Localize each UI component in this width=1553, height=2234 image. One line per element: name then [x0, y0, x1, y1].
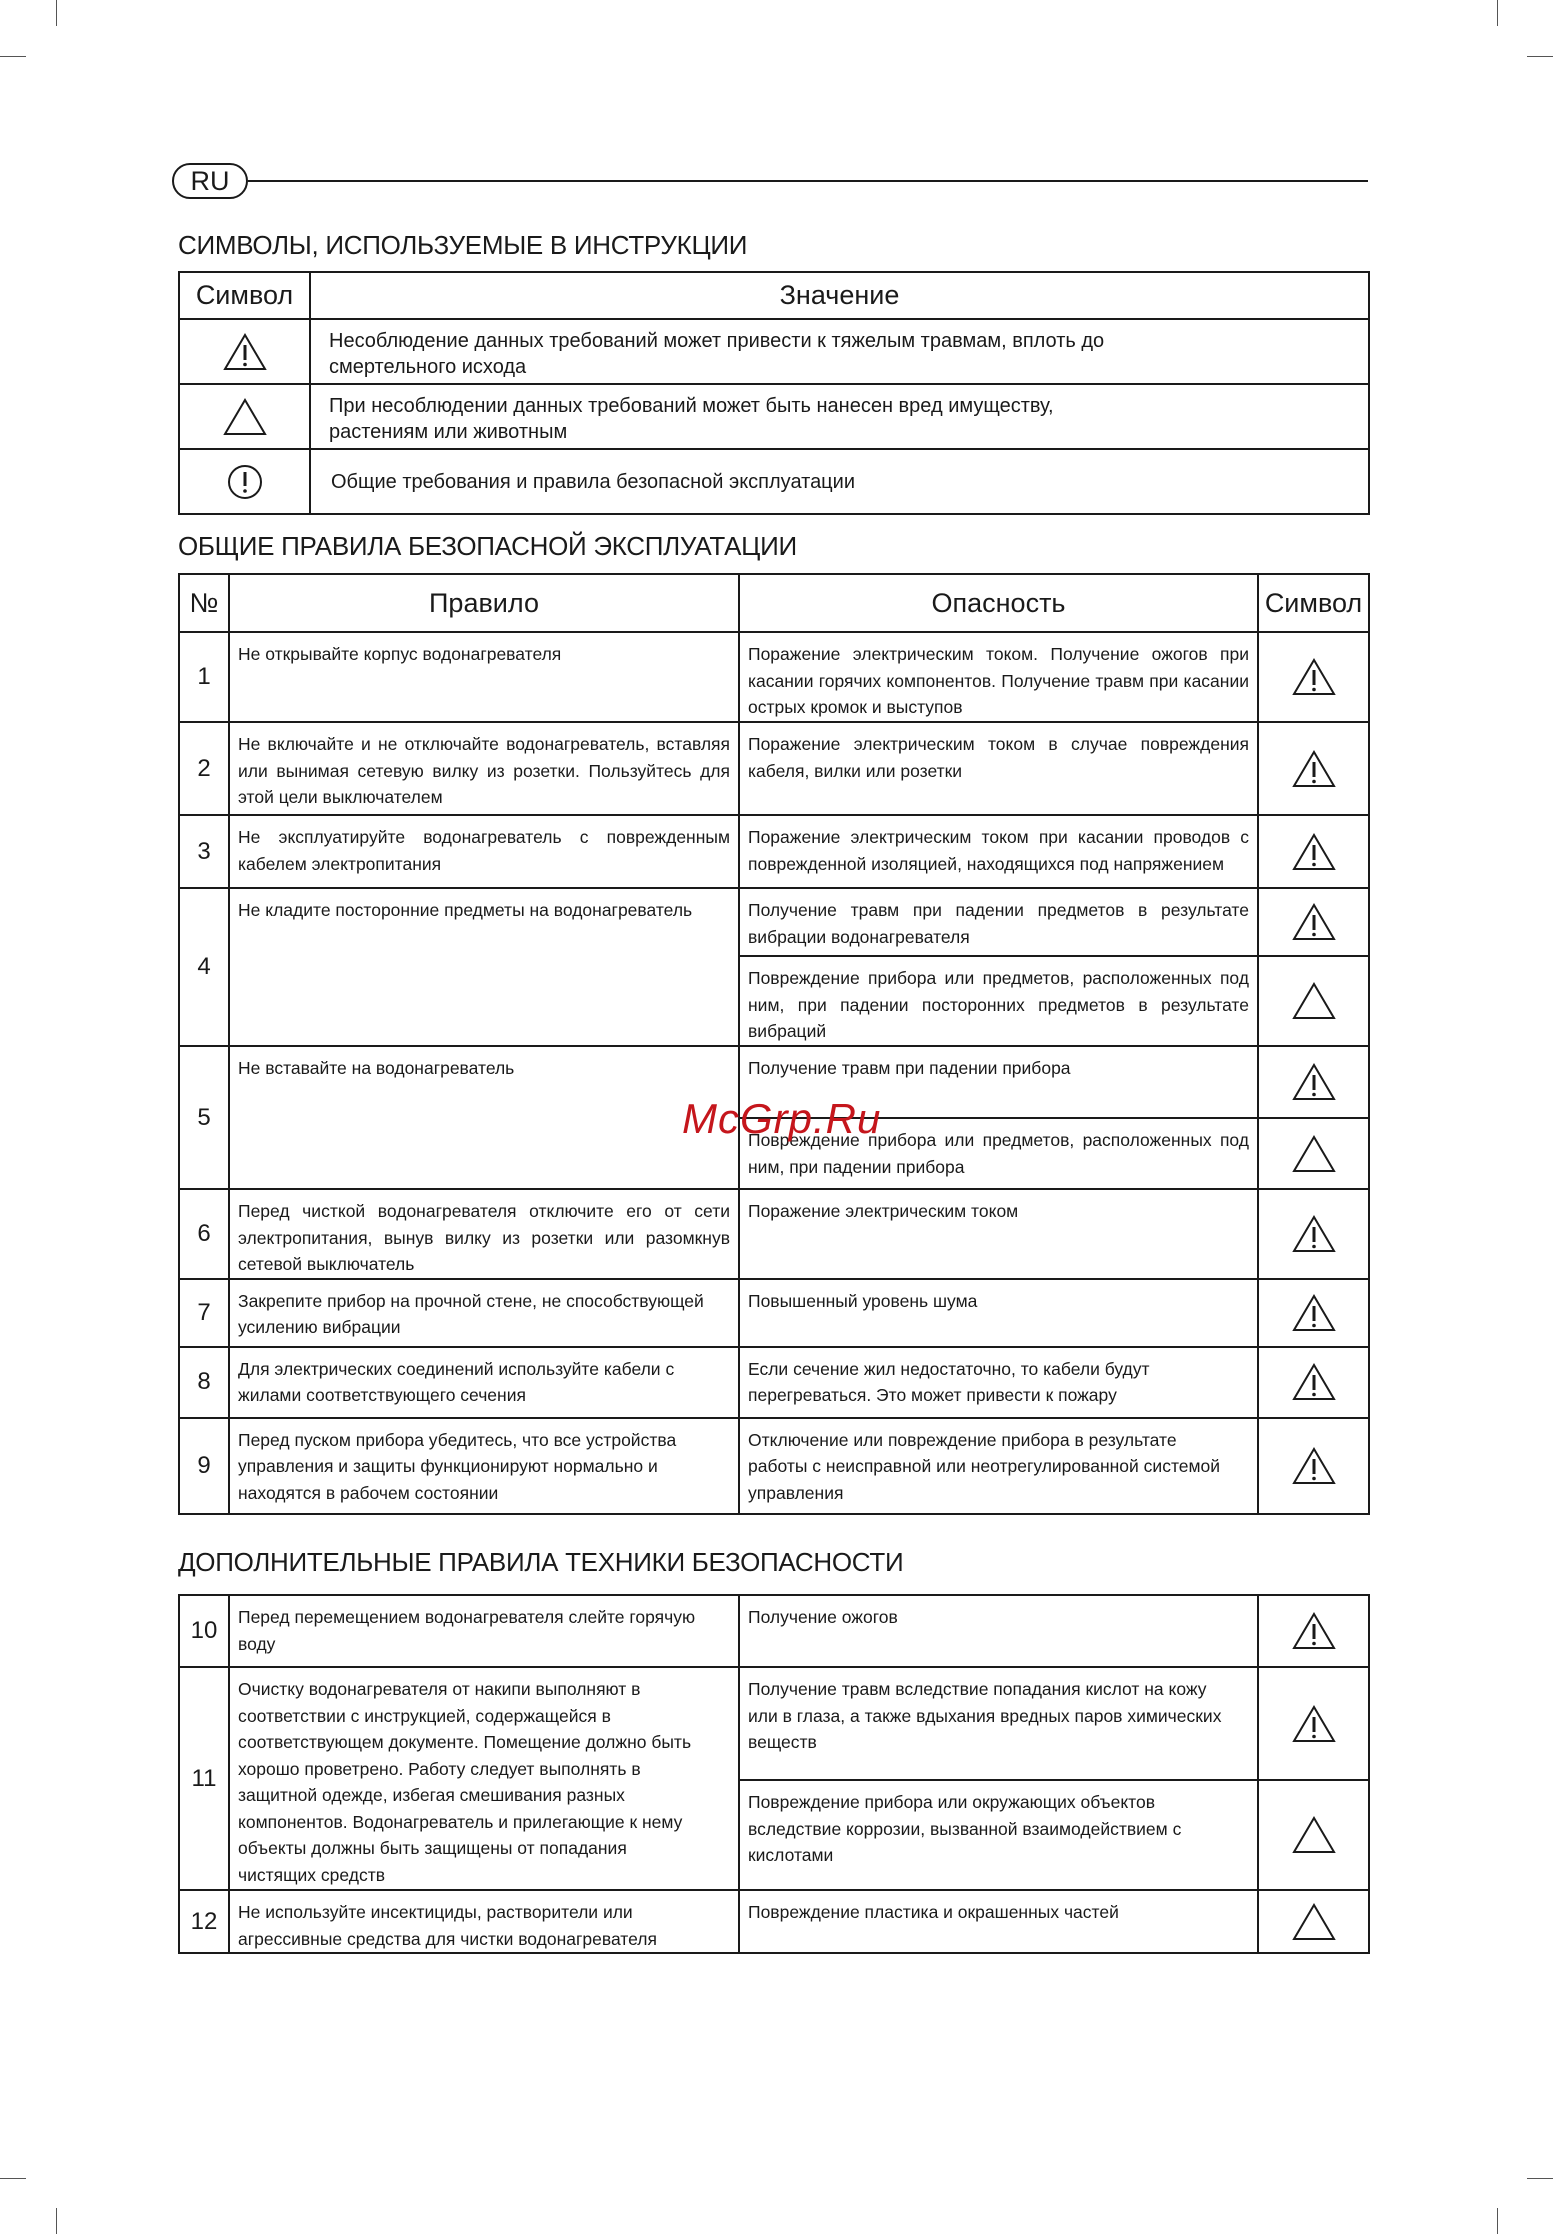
- warning-icon: [1292, 668, 1336, 685]
- col-header-rule: Правило: [229, 574, 739, 632]
- danger-text: Поражение электрическим током при касании проводов с поврежденной изоляцией, находящихся под напряжением: [748, 827, 1249, 874]
- symbol-cell: [1258, 1667, 1369, 1780]
- danger-text: Получение ожогов: [748, 1607, 898, 1627]
- col-header-danger: Опасность: [739, 574, 1258, 632]
- rule-text: Перед пуском прибора убедитесь, что все устройства управления и защиты функционируют нормально и находятся в рабочем состоянии: [238, 1429, 677, 1503]
- rule-text: Для электрических соединений используйте кабели с жилами соответствующего сечения: [238, 1358, 675, 1405]
- danger-cell: [739, 1780, 1258, 1890]
- danger-text: Повреждение прибора или окружающих объектов вследствие коррозии, вызванной взаимодействием с кислотами: [748, 1792, 1182, 1865]
- caution-triangle-icon: [1292, 1145, 1336, 1162]
- danger-text: Получение травм при падении предметов в результате вибрации водонагревателя: [748, 900, 1249, 947]
- rule-text: Очистку водонагревателя от накипи выполняют в соответствии с инструкцией, содержащейся в соответствующем документе. Помещение должно быть хорошо проветрено. Работу следует выполнять в защитной одежде, избегая смешивания разных компонентов. Водонагреватель и прилегающие к нему объекты должны быть защищены от попадания чистящих средств: [238, 1679, 692, 1885]
- danger-text: Получение травм при падении прибора: [748, 1058, 1071, 1078]
- watermark: McGrp.Ru: [682, 1095, 882, 1142]
- table-row: [179, 1347, 1369, 1418]
- crop-mark: [56, 2208, 57, 2234]
- danger-text: Поражение электрическим током: [748, 1201, 1019, 1221]
- row-number: 11: [179, 1667, 229, 1890]
- warning-icon: [223, 343, 267, 360]
- meaning-cell: Несоблюдение данных требований может привести к тяжелым травмам, вплоть до смертельного исхода: [310, 319, 1369, 384]
- rule-cell: [229, 1046, 739, 1189]
- danger-text: Повреждение прибора или предметов, расположенных под ним, при падении прибора: [748, 1130, 1249, 1177]
- symbol-cell: [179, 319, 310, 384]
- row-number: 7: [179, 1279, 229, 1347]
- danger-text: Отключение или повреждение прибора в результате работы с неисправной или неотрегулированной системой управления: [748, 1429, 1221, 1503]
- table-row: [179, 815, 1369, 888]
- crop-mark: [1527, 2178, 1553, 2179]
- row-number: 6: [179, 1189, 229, 1279]
- row-number: 5: [179, 1046, 229, 1189]
- crop-mark: [1527, 56, 1553, 57]
- warning-icon: [1292, 1373, 1336, 1390]
- symbol-cell: [1258, 1890, 1369, 1953]
- danger-cell: [739, 1418, 1258, 1514]
- table-row: [179, 722, 1369, 815]
- symbol-cell: [179, 384, 310, 449]
- section-title-symbols: СИМВОЛЫ, ИСПОЛЬЗУЕМЫЕ В ИНСТРУКЦИИ: [178, 230, 748, 260]
- danger-text: Повреждение пластика и окрашенных частей: [748, 1902, 1119, 1922]
- symbol-cell: [1258, 1780, 1369, 1890]
- exclamation-circle-icon: [226, 473, 264, 490]
- symbol-cell: [1258, 815, 1369, 888]
- danger-cell: [739, 1595, 1258, 1667]
- table-row: [179, 888, 1369, 956]
- danger-text: Получение травм вследствие попадания кислот на кожу или в глаза, а также вдыхания вредных паров химических веществ: [748, 1679, 1222, 1752]
- symbol-cell: [1258, 1347, 1369, 1418]
- rule-cell: [229, 1189, 739, 1279]
- crop-mark: [56, 0, 57, 26]
- rule-text: Не используйте инсектициды, растворители или агрессивные средства для чистки водонагревателя: [238, 1902, 657, 1949]
- language-badge: RU: [172, 163, 248, 199]
- warning-icon: [1292, 913, 1336, 930]
- warning-icon: [1292, 1622, 1336, 1639]
- row-number: 2: [179, 722, 229, 815]
- warning-icon: [1292, 1304, 1336, 1321]
- row-number: 8: [179, 1347, 229, 1418]
- rule-text: Не открывайте корпус водонагревателя: [238, 644, 562, 664]
- table-row: [179, 1418, 1369, 1514]
- rule-text: Не эксплуатируйте водонагреватель с поврежденным кабелем электропитания: [238, 827, 730, 874]
- rule-text: Не включайте и не отключайте водонагреватель, вставляя или вынимая сетевую вилку из розетки. Пользуйтесь для этой цели выключателем: [238, 734, 730, 807]
- danger-cell: [739, 815, 1258, 888]
- crop-mark: [0, 56, 26, 57]
- rule-text: Не кладите посторонние предметы на водонагреватель: [238, 900, 693, 920]
- rule-cell: [229, 815, 739, 888]
- danger-cell: [739, 888, 1258, 956]
- symbol-cell: [1258, 632, 1369, 722]
- danger-cell: [739, 1890, 1258, 1953]
- table-row: [179, 1189, 1369, 1279]
- table-row: [179, 632, 1369, 722]
- row-number: 3: [179, 815, 229, 888]
- symbol-cell: [1258, 1418, 1369, 1514]
- table-row: [179, 1667, 1369, 1780]
- symbol-cell: [1258, 722, 1369, 815]
- additional-rules-table: [178, 1594, 1370, 1954]
- symbols-table: [178, 271, 1370, 515]
- rule-cell: [229, 1418, 739, 1514]
- symbol-cell: [179, 449, 310, 514]
- row-number: 12: [179, 1890, 229, 1953]
- symbol-cell: [1258, 888, 1369, 956]
- rule-text: Закрепите прибор на прочной стене, не способствующей усилению вибрации: [238, 1290, 704, 1337]
- col-header-meaning: Значение: [310, 272, 1369, 319]
- rule-cell: [229, 1890, 739, 1953]
- danger-text: Если сечение жил недостаточно, то кабели будут перегреваться. Это может привести к пожару: [748, 1358, 1150, 1405]
- symbol-cell: [1258, 1595, 1369, 1667]
- caution-triangle-icon: [223, 408, 267, 425]
- col-header-symbol: Символ: [179, 272, 310, 319]
- warning-icon: [1292, 843, 1336, 860]
- header-rule: [248, 180, 1368, 182]
- symbol-cell: [1258, 956, 1369, 1046]
- crop-mark: [1497, 2208, 1498, 2234]
- col-header-number: №: [179, 574, 229, 632]
- rule-text: Перед чисткой водонагревателя отключите его от сети электропитания, вынув вилку из розетки или разомкнув сетевой выключатель: [238, 1201, 730, 1274]
- warning-icon: [1292, 1073, 1336, 1090]
- row-number: 10: [179, 1595, 229, 1667]
- warning-icon: [1292, 1225, 1336, 1242]
- symbol-cell: [1258, 1046, 1369, 1118]
- row-number: 1: [179, 632, 229, 722]
- danger-cell: [739, 722, 1258, 815]
- meaning-cell: Общие требования и правила безопасной эксплуатации: [310, 449, 1369, 514]
- table-row: [179, 1279, 1369, 1347]
- caution-triangle-icon: [1292, 1826, 1336, 1843]
- rule-cell: [229, 1595, 739, 1667]
- danger-cell: [739, 1279, 1258, 1347]
- col-header-symbol: Символ: [1258, 574, 1369, 632]
- rule-text: Не вставайте на водонагреватель: [238, 1058, 515, 1078]
- section-title-general: ОБЩИЕ ПРАВИЛА БЕЗОПАСНОЙ ЭКСПЛУАТАЦИИ: [178, 531, 797, 561]
- rule-cell: [229, 1667, 739, 1890]
- symbol-cell: [1258, 1118, 1369, 1189]
- danger-cell: [739, 1189, 1258, 1279]
- crop-mark: [0, 2178, 26, 2179]
- symbol-cell: [1258, 1279, 1369, 1347]
- row-number: 9: [179, 1418, 229, 1514]
- meaning-cell: При несоблюдении данных требований может быть нанесен вред имуществу, растениям или животным: [310, 384, 1369, 449]
- danger-text: Повреждение прибора или предметов, расположенных под ним, при падении посторонних предметов в результате вибраций: [748, 968, 1249, 1041]
- danger-text: Поражение электрическим током. Получение ожогов при касании горячих компонентов. Получение травм при касании острых кромок и выступов: [748, 644, 1249, 717]
- danger-cell: [739, 956, 1258, 1046]
- rule-cell: [229, 632, 739, 722]
- section-title-additional: ДОПОЛНИТЕЛЬНЫЕ ПРАВИЛА ТЕХНИКИ БЕЗОПАСНОСТИ: [178, 1547, 904, 1577]
- rule-text: Перед перемещением водонагревателя слейте горячую воду: [238, 1607, 696, 1654]
- rule-cell: [229, 1279, 739, 1347]
- caution-triangle-icon: [1292, 1913, 1336, 1930]
- rule-cell: [229, 888, 739, 1046]
- danger-cell: [739, 1347, 1258, 1418]
- warning-icon: [1292, 1715, 1336, 1732]
- table-row: [179, 1890, 1369, 1953]
- row-number: 4: [179, 888, 229, 1046]
- caution-triangle-icon: [1292, 992, 1336, 1009]
- rule-cell: [229, 1347, 739, 1418]
- crop-mark: [1497, 0, 1498, 26]
- warning-icon: [1292, 760, 1336, 777]
- danger-text: Повышенный уровень шума: [748, 1290, 978, 1311]
- warning-icon: [1292, 1457, 1336, 1474]
- table-row: [179, 1595, 1369, 1667]
- symbol-cell: [1258, 1189, 1369, 1279]
- rule-cell: [229, 722, 739, 815]
- danger-cell: [739, 632, 1258, 722]
- danger-text: Поражение электрическим током в случае повреждения кабеля, вилки или розетки: [748, 734, 1249, 781]
- general-rules-table: [178, 573, 1370, 1515]
- danger-cell: [739, 1667, 1258, 1780]
